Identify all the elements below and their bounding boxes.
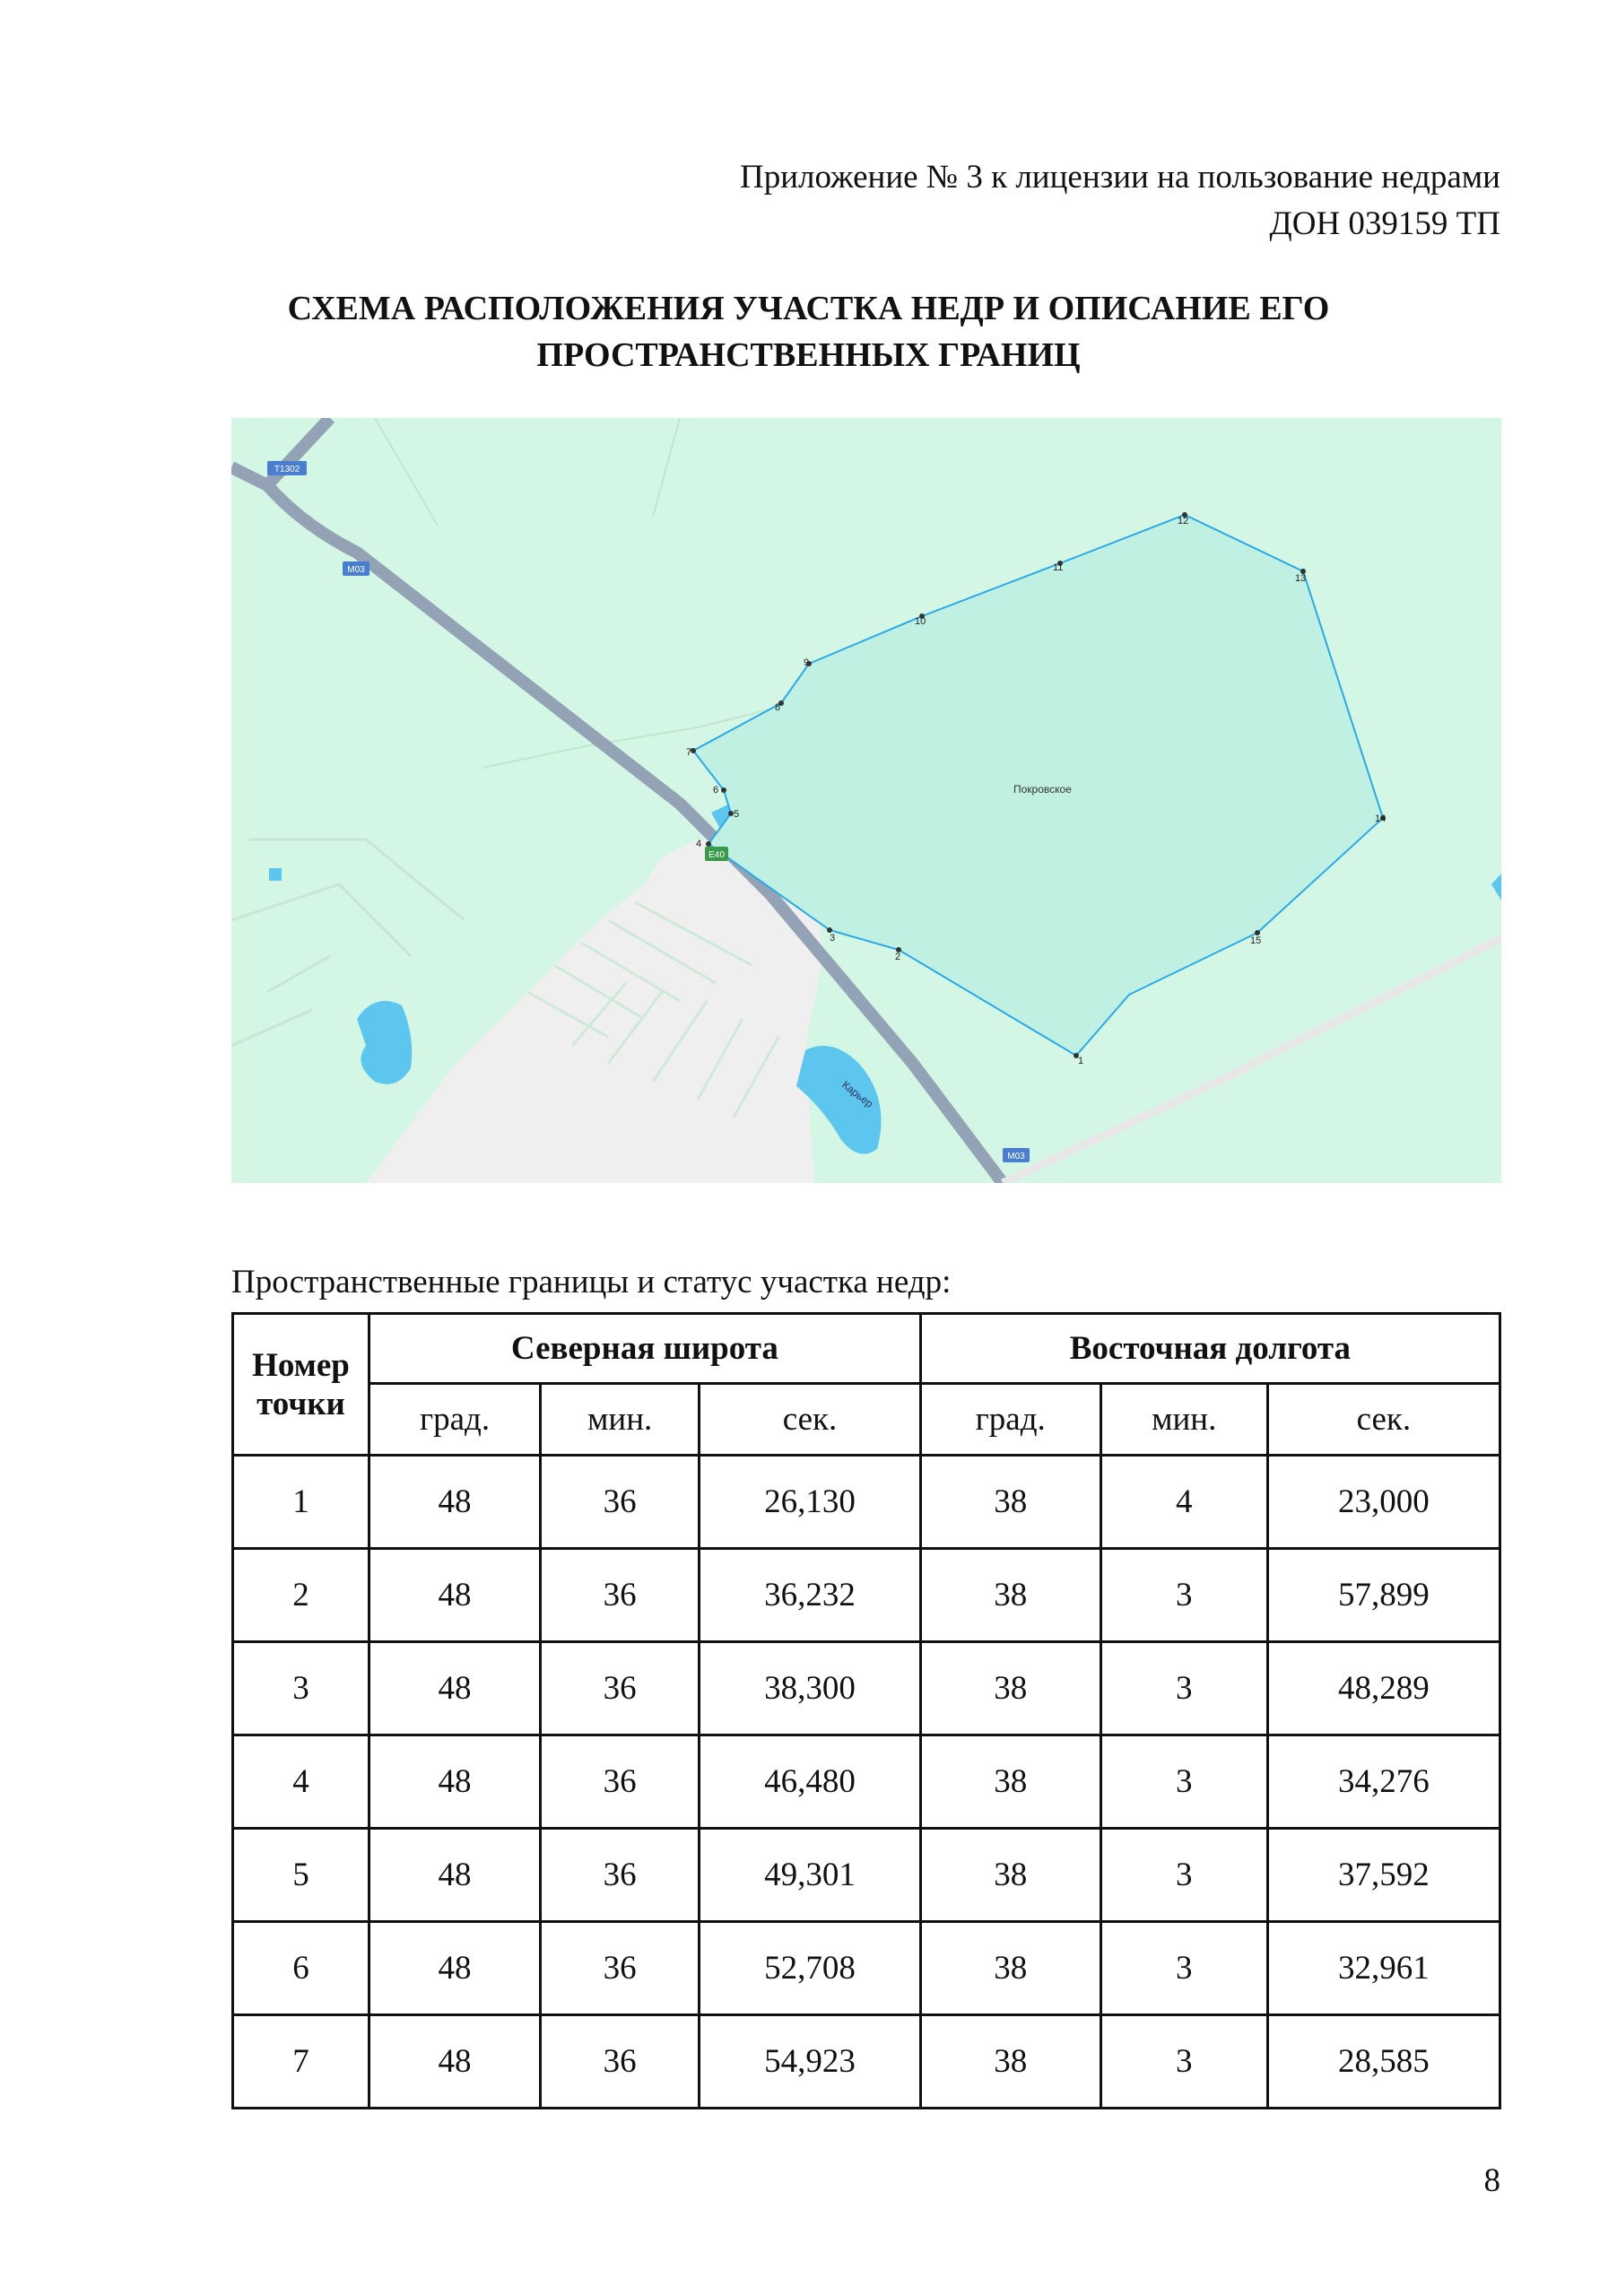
cell-lon-deg: 38: [920, 1829, 1100, 1922]
table-row: [233, 2015, 1500, 2109]
cell-lon-min: 3: [1100, 1922, 1267, 2015]
cell-lon-deg: 38: [920, 1922, 1100, 2015]
svg-text:Т1302: Т1302: [274, 465, 300, 474]
subheader-lat-sec: сек.: [700, 1384, 921, 1456]
cell-lon-sec: 34,276: [1267, 1735, 1500, 1829]
cell-lon-min: 4: [1100, 1456, 1267, 1549]
header-point-number: [233, 1314, 369, 1456]
cell-lon-sec: 23,000: [1267, 1456, 1500, 1549]
table-row: [233, 1829, 1500, 1922]
cell-lat-sec: 54,923: [700, 2015, 921, 2109]
subheader-lon-min: мин.: [1100, 1384, 1267, 1456]
header-line-appendix: Приложение № 3 к лицензии на пользование недрами: [739, 159, 1500, 196]
point-label-7: 7: [686, 747, 692, 758]
cell-lat-deg: 48: [369, 1829, 541, 1922]
page-number: 8: [1483, 2162, 1500, 2199]
cell-lat-deg: 48: [369, 1642, 541, 1735]
header-point-number-line-2: точки: [256, 1385, 345, 1422]
cell-lat-sec: 49,301: [700, 1829, 921, 1922]
cell-lat-min: 36: [541, 1549, 700, 1642]
boundary-point-4: [706, 841, 711, 847]
cell-lat-min: 36: [541, 1922, 700, 2015]
point-label-11: 11: [1053, 562, 1064, 573]
subheader-lat-min: мин.: [541, 1384, 700, 1456]
cell-lat-min: 36: [541, 1456, 700, 1549]
cell-lat-sec: 36,232: [700, 1549, 921, 1642]
cell-point-number: 7: [233, 2015, 369, 2109]
pond-small-west: [269, 868, 282, 881]
road-badge-t1302: [267, 461, 307, 475]
title-line-2: ПРОСТРАНСТВЕННЫХ ГРАНИЦ: [536, 336, 1081, 374]
document-header: [740, 154, 1500, 248]
cell-point-number: 3: [233, 1642, 369, 1735]
point-label-6: 6: [713, 785, 719, 796]
cell-lat-min: 36: [541, 1735, 700, 1829]
cell-lon-sec: 57,899: [1267, 1549, 1500, 1642]
cell-lon-deg: 38: [920, 1735, 1100, 1829]
point-label-3: 3: [830, 933, 836, 944]
table-row: [233, 1456, 1500, 1549]
point-label-4: 4: [696, 839, 702, 849]
cell-lon-deg: 38: [920, 1456, 1100, 1549]
cell-point-number: 5: [233, 1829, 369, 1922]
cell-lat-sec: 38,300: [700, 1642, 921, 1735]
water-east-edge: [1491, 874, 1501, 900]
cell-lat-sec: 46,480: [700, 1735, 921, 1829]
cell-lat-min: 36: [541, 2015, 700, 2109]
subheader-lat-deg: град.: [369, 1384, 541, 1456]
cell-lon-min: 3: [1100, 1735, 1267, 1829]
point-label-8: 8: [775, 702, 781, 713]
title-line-1: СХЕМА РАСПОЛОЖЕНИЯ УЧАСТКА НЕДР И ОПИСАНИЕ ЕГО: [287, 290, 1330, 327]
cell-lon-min: 3: [1100, 2015, 1267, 2109]
cell-lat-sec: 26,130: [700, 1456, 921, 1549]
table-row: [233, 1642, 1500, 1735]
point-label-14: 14: [1375, 813, 1387, 824]
point-label-13: 13: [1295, 573, 1307, 584]
cell-lat-deg: 48: [369, 1735, 541, 1829]
cell-lon-min: 3: [1100, 1642, 1267, 1735]
svg-text:М03: М03: [347, 565, 365, 575]
cell-lat-deg: 48: [369, 1922, 541, 2015]
cell-lat-deg: 48: [369, 1549, 541, 1642]
page-title: [0, 285, 1617, 378]
cell-lon-deg: 38: [920, 2015, 1100, 2109]
svg-text:Е40: Е40: [709, 850, 725, 860]
cell-lon-min: 3: [1100, 1549, 1267, 1642]
table-row: [233, 1549, 1500, 1642]
urban-area: [366, 839, 823, 1183]
cell-lon-sec: 28,585: [1267, 2015, 1500, 2109]
svg-text:М03: М03: [1007, 1152, 1025, 1161]
road-badge-m03-north: [343, 561, 369, 576]
boundary-point-6: [721, 787, 726, 793]
site-map: [231, 418, 1501, 1183]
lake-west: [357, 1001, 412, 1084]
cell-lon-deg: 38: [920, 1549, 1100, 1642]
cell-lon-deg: 38: [920, 1642, 1100, 1735]
header-north-latitude: Северная широта: [369, 1314, 921, 1384]
area-name-label: Покровское: [1013, 783, 1072, 796]
table-header-row-2: [233, 1384, 1500, 1456]
cell-lat-deg: 48: [369, 1456, 541, 1549]
point-label-12: 12: [1178, 516, 1189, 526]
cell-lat-min: 36: [541, 1829, 700, 1922]
table-header-row-1: [233, 1314, 1500, 1384]
subheader-lon-sec: сек.: [1267, 1384, 1500, 1456]
quarry-label: Карьер: [839, 1078, 876, 1110]
cell-lon-sec: 32,961: [1267, 1922, 1500, 2015]
subheader-lon-deg: град.: [920, 1384, 1100, 1456]
table-row: [233, 1922, 1500, 2015]
header-point-number-line-1: Номер: [252, 1346, 350, 1384]
point-label-10: 10: [915, 616, 926, 627]
minor-roads: [231, 839, 465, 1046]
cell-lat-sec: 52,708: [700, 1922, 921, 2015]
table-caption: Пространственные границы и статус участка недр:: [231, 1264, 952, 1300]
cell-point-number: 6: [233, 1922, 369, 2015]
cell-lat-deg: 48: [369, 2015, 541, 2109]
road-badge-e40: [705, 847, 728, 861]
cell-lon-sec: 37,592: [1267, 1829, 1500, 1922]
cell-lon-sec: 48,289: [1267, 1642, 1500, 1735]
point-label-15: 15: [1250, 935, 1262, 946]
cell-point-number: 1: [233, 1456, 369, 1549]
header-east-longitude: Восточная долгота: [920, 1314, 1500, 1384]
point-label-9: 9: [804, 657, 810, 668]
cell-point-number: 4: [233, 1735, 369, 1829]
point-label-1: 1: [1078, 1056, 1084, 1066]
point-label-2: 2: [895, 952, 901, 962]
header-line-license-number: ДОН 039159 ТП: [1269, 205, 1500, 242]
table-row: [233, 1735, 1500, 1829]
point-label-5: 5: [734, 809, 740, 820]
road-badge-m03-south: [1003, 1148, 1030, 1162]
cell-point-number: 2: [233, 1549, 369, 1642]
coordinates-table: [231, 1312, 1501, 2109]
cell-lon-min: 3: [1100, 1829, 1267, 1922]
cell-lat-min: 36: [541, 1642, 700, 1735]
table-body: [233, 1456, 1500, 2109]
field-roads: [375, 418, 787, 768]
